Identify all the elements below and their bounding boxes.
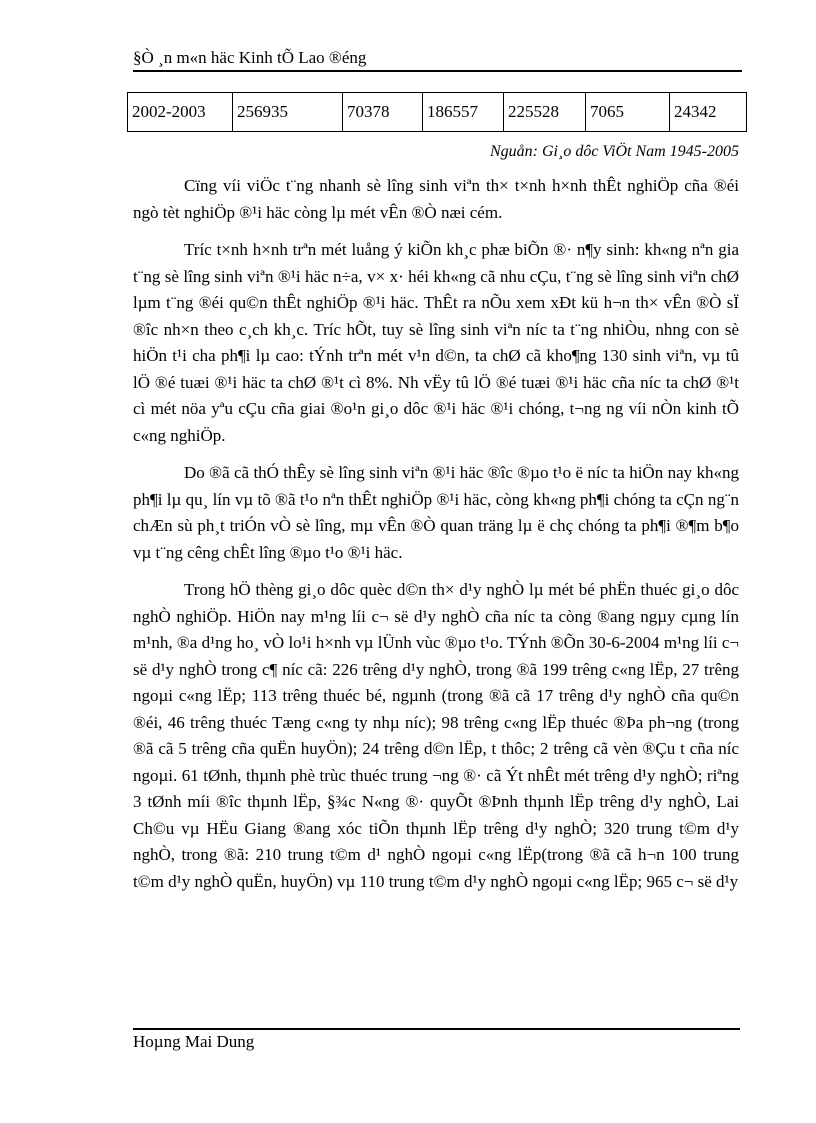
table-cell-year: 2002-2003	[128, 93, 233, 132]
table-cell: 24342	[670, 93, 747, 132]
body-text	[133, 173, 739, 906]
table-cell: 186557	[423, 93, 504, 132]
paragraph: Trong hÖ thèng gi¸o dôc quèc d©n th× d¹y nghÒ lµ mét bé phËn thuéc gi¸o dôc nghÒ nghiÖp. HiÖn nay m¹ng líi c¬ së d¹y nghÒ cña níc ta còng ®ang ngµy cµng lín m¹nh, ®a d¹ng ho¸ vÒ lo¹i h×nh vµ lÜnh vùc ®µo t¹o. TÝnh ®Õn 30-6-2004 m¹ng líi c¬ së d¹y nghÒ trong c¶ níc cã: 226 trêng d¹y nghÒ, trong ®ã 199 trêng c«ng lËp, 27 trêng ngoµi c«ng lËp; 113 trêng thuéc bé, ngµnh (trong ®ã cã 17 trêng d¹y nghÒ cña qu©n ®éi, 46 trêng thuéc Tæng c«ng ty nhµ níc); 98 trêng c«ng lËp thuéc ®Þa ph¬ng (trong ®ã cã 5 trêng cña quËn huyÖn); 24 trêng d©n lËp, t thôc; 2 trêng cã vèn ®Çu t cña níc ngoµi. 61 tØnh, thµnh phè trùc thuéc trung ¬ng ®· cã Ýt nhÊt mét trêng d¹y nghÒ; riªng 3 tØnh míi ®îc thµnh lËp, §¾c N«ng ®· quyÕt ®Þnh thµnh lËp trêng d¹y nghÒ, Lai Ch©u vµ HËu Giang ®ang xóc tiÕn thµnh lËp trêng d¹y nghÒ; 320 trung t©m d¹y nghÒ, trong ®ã: 210 trung t©m d¹ nghÒ ngoµi c«ng lËp(trong ®ã cã h¬n 100 trung t©m d¹y nghÒ quËn, huyÖn) vµ 110 trung t©m d¹y nghÒ ngoµi c«ng lËp; 965 c¬ së d¹y	[133, 580, 739, 891]
table-row	[128, 93, 747, 132]
table-source-note: Nguån: Gi¸o dôc ViÖt Nam 1945-2005	[489, 143, 739, 160]
paragraph: Cïng víi viÖc t¨ng nhanh sè lîng sinh viªn th× t×nh h×nh thÊt nghiÖp cña ®éi ngò tèt nghiÖp ®¹i häc còng lµ mét vÊn ®Ò næi cém.	[133, 176, 739, 222]
footer-author: Hoµng Mai Dung	[133, 1032, 255, 1051]
paragraph: Do ®ã cã thÓ thÊy sè lîng sinh viªn ®¹i häc ®îc ®µo t¹o ë níc ta hiÖn nay kh«ng ph¶i lµ qu¸ lín vµ tõ ®ã t¹o nªn thÊt nghiÖp ®¹i häc, còng kh«ng ph¶i chóng ta cÇn ng¨n chÆn sù ph¸t triÓn vÒ sè lîng, mµ vÊn ®Ò quan träng lµ ë chç chóng ta ph¶i ®¶m b¶o vµ t¨ng cêng chÊt lîng ®µo t¹o ®¹i häc.	[133, 463, 739, 562]
header-divider	[133, 70, 742, 72]
footer-divider	[133, 1028, 740, 1030]
table-cell: 256935	[233, 93, 343, 132]
page-header-title: §Ò ¸n m«n häc Kinh tÕ Lao ®éng	[133, 48, 367, 67]
table-cell: 7065	[586, 93, 670, 132]
statistics-table	[127, 92, 747, 132]
table-cell: 225528	[504, 93, 586, 132]
table-cell: 70378	[343, 93, 423, 132]
paragraph: Tríc t×nh h×nh trªn mét luång ý kiÕn kh¸c phæ biÕn ®· n¶y sinh: kh«ng nªn gia t¨ng sè lîng sinh viªn ®¹i häc n÷a, v× x· héi kh«ng cã nhu cÇu, t¨ng sè lîng sinh viªn chØ lµm t¨ng ®éi qu©n thÊt nghiÖp ®¹i häc. ThÊt ra nÕu xem xÐt kü h¬n th× vÊn ®Ò sÏ ®îc nh×n theo c¸ch kh¸c. Tríc hÕt, tuy sè lîng sinh viªn níc ta t¨ng nhiÒu, nhng con sè hiÖn t¹i cha ph¶i lµ cao: tÝnh trªn mét v¹n d©n, ta chØ cã kho¶ng 130 sinh viªn, vµ tû lÖ ®é tuæi ®¹i häc ta chØ ®¹t cì 8%. Nh vËy tû lÖ ®é tuæi ®¹i häc cña níc ta chØ ®¹t cì mét nöa yªu cÇu cña giai ®o¹n gi¸o dôc ®¹i häc ®¹i chóng, t¬ng ng víi nÒn kinh tÕ c«ng nghiÖp.	[133, 240, 739, 445]
